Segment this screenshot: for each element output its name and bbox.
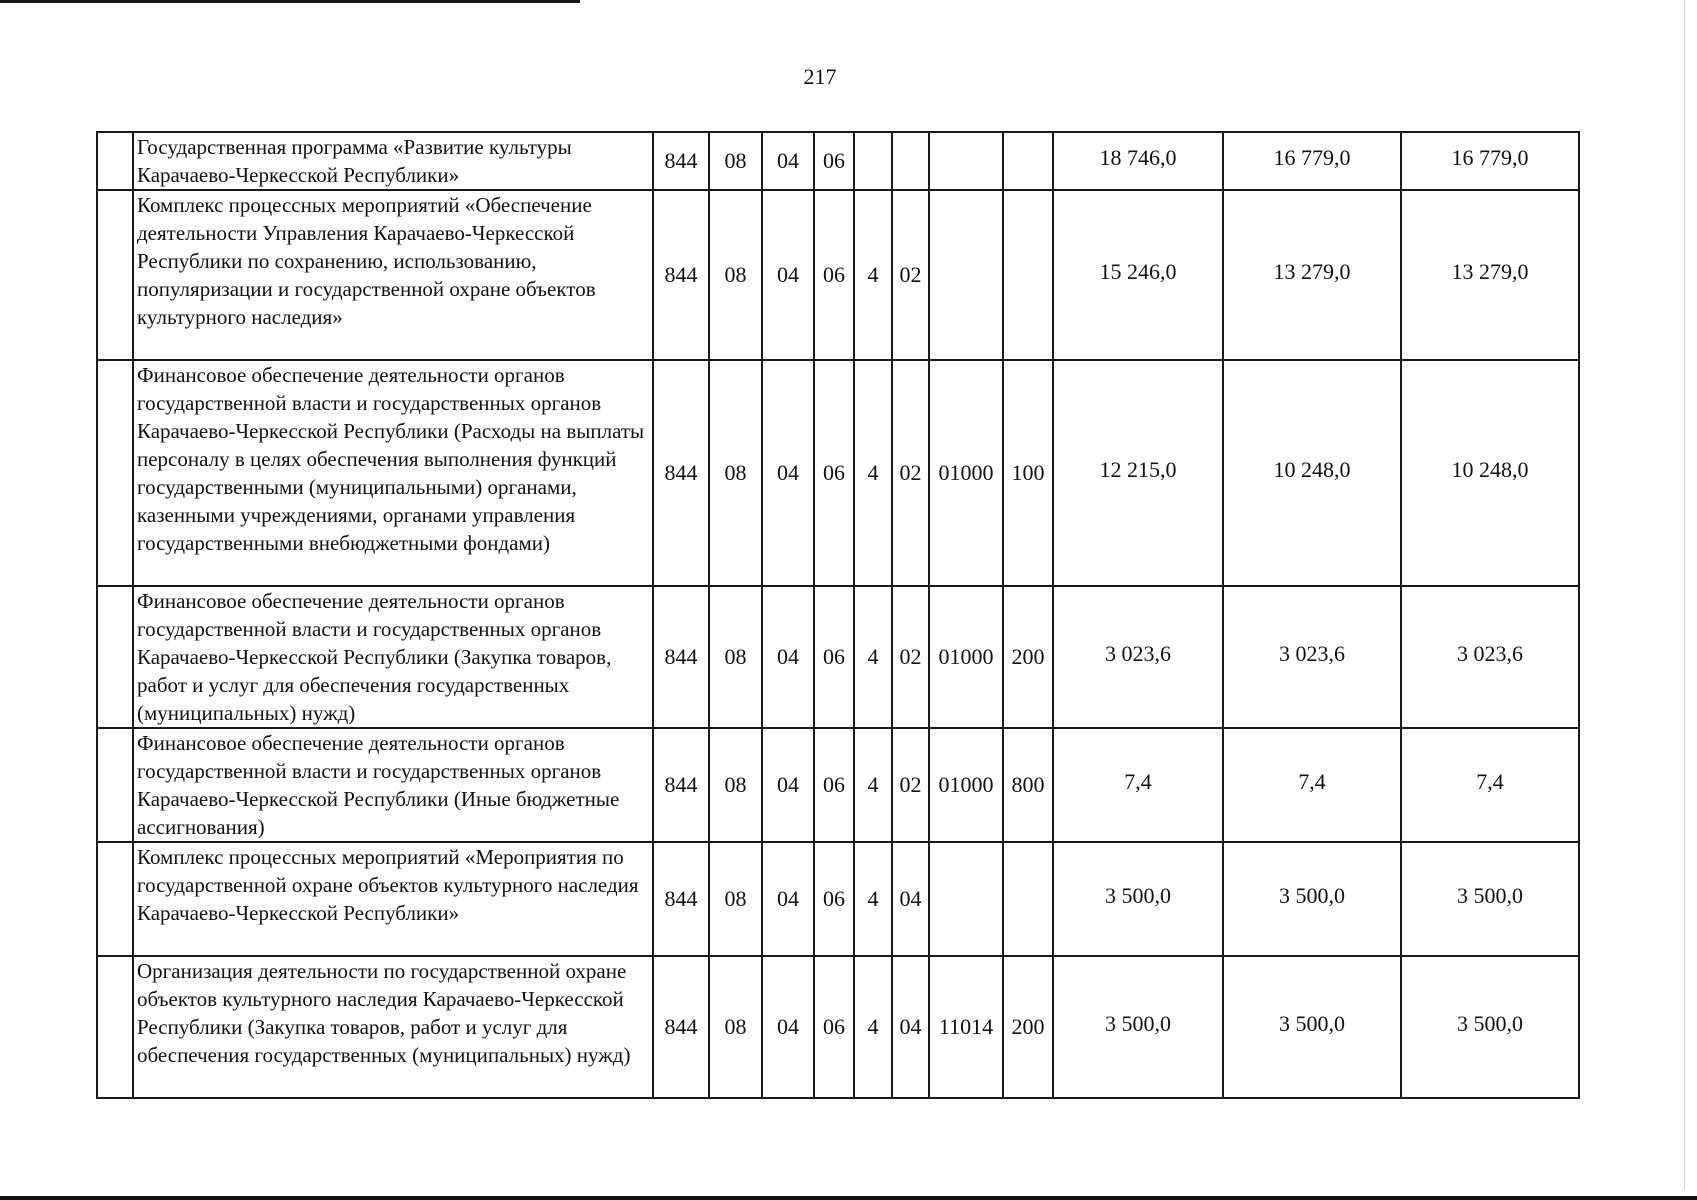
complex-code: 02 [892, 190, 929, 360]
subsection-code: 04 [762, 728, 814, 842]
subprogram-code: 4 [854, 956, 892, 1098]
row-number-cell [97, 586, 133, 728]
subsection-code: 04 [762, 132, 814, 190]
item-name: Государственная программа «Развитие культуры Карачаево-Черкесской Республики» [133, 132, 653, 190]
subprogram-code: 4 [854, 360, 892, 586]
item-name: Комплекс процессных мероприятий «Мероприятия по государственной охране объектов культурного наследия Карачаево-Черкесской Республики» [133, 842, 653, 956]
subprogram-code: 4 [854, 190, 892, 360]
section-code: 08 [709, 360, 762, 586]
complex-code: 02 [892, 728, 929, 842]
section-code: 08 [709, 956, 762, 1098]
amount-year-2: 3 500,0 [1223, 956, 1401, 1098]
amount-year-1: 3 023,6 [1053, 586, 1223, 728]
expense-type-code [1003, 132, 1053, 190]
item-name: Комплекс процессных мероприятий «Обеспечение деятельности Управления Карачаево-Черкесской Республики по сохранению, использованию, популяризации и государственной охране объектов культурного наследия» [133, 190, 653, 360]
section-code: 08 [709, 728, 762, 842]
direction-code [929, 842, 1003, 956]
subsection-code: 04 [762, 190, 814, 360]
amount-year-2: 3 023,6 [1223, 586, 1401, 728]
amount-year-1: 12 215,0 [1053, 360, 1223, 586]
expense-type-code: 200 [1003, 956, 1053, 1098]
direction-code [929, 132, 1003, 190]
complex-code: 02 [892, 586, 929, 728]
direction-code [929, 190, 1003, 360]
complex-code: 04 [892, 842, 929, 956]
table-row [97, 842, 1579, 956]
row-number-cell [97, 728, 133, 842]
table-row [97, 190, 1579, 360]
complex-code: 04 [892, 956, 929, 1098]
ministry-code: 844 [653, 956, 709, 1098]
amount-year-3: 10 248,0 [1401, 360, 1579, 586]
section-code: 08 [709, 586, 762, 728]
program-code: 06 [814, 132, 854, 190]
table-row [97, 586, 1579, 728]
ministry-code: 844 [653, 360, 709, 586]
direction-code: 01000 [929, 728, 1003, 842]
amount-year-3: 3 023,6 [1401, 586, 1579, 728]
amount-year-2: 7,4 [1223, 728, 1401, 842]
row-number-cell [97, 360, 133, 586]
amount-year-3: 7,4 [1401, 728, 1579, 842]
program-code: 06 [814, 190, 854, 360]
table-row [97, 956, 1579, 1098]
amount-year-1: 15 246,0 [1053, 190, 1223, 360]
amount-year-2: 13 279,0 [1223, 190, 1401, 360]
amount-year-2: 10 248,0 [1223, 360, 1401, 586]
subsection-code: 04 [762, 360, 814, 586]
ministry-code: 844 [653, 132, 709, 190]
program-code: 06 [814, 586, 854, 728]
section-code: 08 [709, 190, 762, 360]
complex-code [892, 132, 929, 190]
section-code: 08 [709, 132, 762, 190]
program-code: 06 [814, 728, 854, 842]
scan-edge-right [1684, 0, 1685, 1190]
amount-year-3: 13 279,0 [1401, 190, 1579, 360]
amount-year-1: 3 500,0 [1053, 842, 1223, 956]
amount-year-2: 16 779,0 [1223, 132, 1401, 190]
item-name: Организация деятельности по государственной охране объектов культурного наследия Карачаево-Черкесской Республики (Закупка товаров, работ и услуг для обеспечения государственных (муниципальных) нужд) [133, 956, 653, 1098]
item-name: Финансовое обеспечение деятельности органов государственной власти и государственных органов Карачаево-Черкесской Республики (Закупка товаров, работ и услуг для обеспечения государственных (муниципальных) нужд) [133, 586, 653, 728]
subprogram-code: 4 [854, 842, 892, 956]
page-number: 217 [803, 64, 837, 89]
ministry-code: 844 [653, 586, 709, 728]
table-row [97, 360, 1579, 586]
direction-code: 01000 [929, 586, 1003, 728]
program-code: 06 [814, 360, 854, 586]
amount-year-3: 16 779,0 [1401, 132, 1579, 190]
row-number-cell [97, 956, 133, 1098]
ministry-code: 844 [653, 728, 709, 842]
table-row [97, 132, 1579, 190]
direction-code: 01000 [929, 360, 1003, 586]
amount-year-1: 18 746,0 [1053, 132, 1223, 190]
table-row [97, 728, 1579, 842]
expense-type-code: 200 [1003, 586, 1053, 728]
amount-year-1: 3 500,0 [1053, 956, 1223, 1098]
row-number-cell [97, 132, 133, 190]
subprogram-code [854, 132, 892, 190]
expense-type-code [1003, 842, 1053, 956]
expense-type-code: 800 [1003, 728, 1053, 842]
item-name: Финансовое обеспечение деятельности органов государственной власти и государственных органов Карачаево-Черкесской Республики (Иные бюджетные ассигнования) [133, 728, 653, 842]
row-number-cell [97, 190, 133, 360]
row-number-cell [97, 842, 133, 956]
complex-code: 02 [892, 360, 929, 586]
subsection-code: 04 [762, 842, 814, 956]
subsection-code: 04 [762, 586, 814, 728]
scan-edge-top [0, 0, 580, 3]
expense-type-code [1003, 190, 1053, 360]
program-code: 06 [814, 956, 854, 1098]
section-code: 08 [709, 842, 762, 956]
amount-year-3: 3 500,0 [1401, 956, 1579, 1098]
amount-year-2: 3 500,0 [1223, 842, 1401, 956]
ministry-code: 844 [653, 842, 709, 956]
program-code: 06 [814, 842, 854, 956]
subsection-code: 04 [762, 956, 814, 1098]
subprogram-code: 4 [854, 728, 892, 842]
direction-code: 11014 [929, 956, 1003, 1098]
expense-type-code: 100 [1003, 360, 1053, 586]
ministry-code: 844 [653, 190, 709, 360]
scan-edge-bottom [0, 1196, 1697, 1200]
budget-table [96, 131, 1580, 1099]
amount-year-3: 3 500,0 [1401, 842, 1579, 956]
subprogram-code: 4 [854, 586, 892, 728]
item-name: Финансовое обеспечение деятельности органов государственной власти и государственных органов Карачаево-Черкесской Республики (Расходы на выплаты персоналу в целях обеспечения выполнения функций государственными (муниципальными) органами, казенными учреждениями, органами управления государственными внебюджетными фондами) [133, 360, 653, 586]
amount-year-1: 7,4 [1053, 728, 1223, 842]
